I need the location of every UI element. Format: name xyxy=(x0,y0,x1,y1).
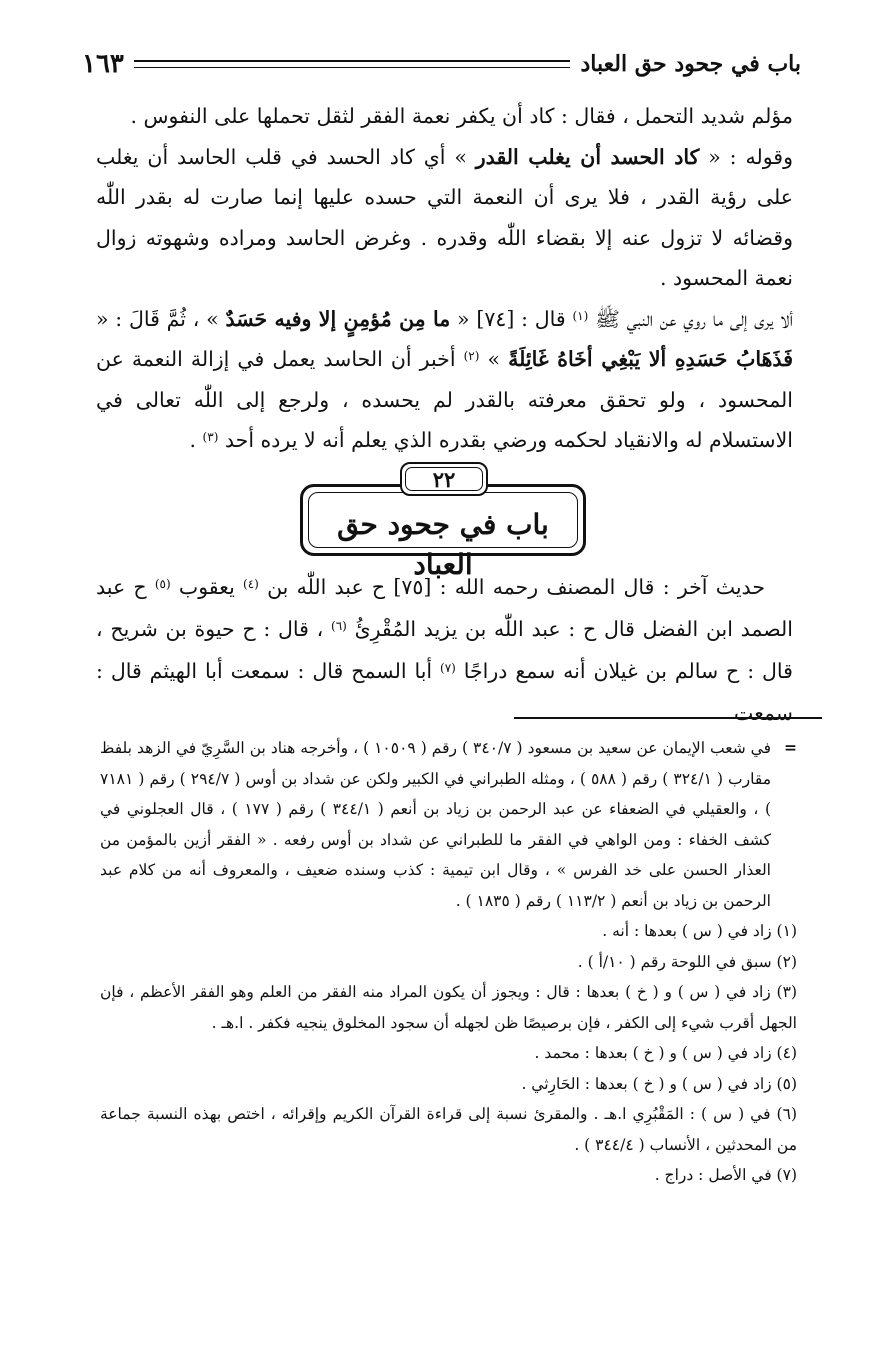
header-title: باب في جحود حق العباد xyxy=(580,51,801,77)
hadith-quote-2: فَذَهَابُ حَسَدِهِ ألا يَبْغِي أخَاهُ غَائِلَةً xyxy=(508,347,793,371)
chapter-title: باب في جحود حق العباد xyxy=(337,508,549,581)
footnote-3: (٣) زاد في ( س ) و ( خ ) بعدها : قال : ويجوز أن يكون المراد منه الفقر من العلم وهو الفقر الأعظم ، فإن الجهل أقرب شيء إلى الكفر ، فإن برصيصًا ظن لجهله أن سجود المخلوق ينجيه فكفر . ا.هـ . xyxy=(100,983,797,1032)
footnote-ref-4[interactable]: (٤) xyxy=(243,577,259,591)
footnote-1: (١) زاد في ( س ) بعدها : أنه . xyxy=(602,922,797,940)
footnote-ref-7[interactable]: (٧) xyxy=(440,661,456,675)
hadith-c: ح عبد الصمد ابن الفضل قال ح : عبد اللّٰه بن يزيد المُقْرِئُ xyxy=(96,575,793,641)
quote-hasad: كاد الحسد أن يغلب القدر xyxy=(475,144,700,169)
paragraph-3 xyxy=(96,299,793,461)
footnote-ref-5[interactable]: (٥) xyxy=(154,577,171,591)
hadith-quote-1: ما مِن مُؤمِنٍ إلا وفيه حَسَدٌ xyxy=(225,306,451,331)
footnote-7: (٧) في الأصل : دراج . xyxy=(654,1166,797,1184)
footnote-6: (٦) في ( س ) : المَقْبُرِي ا.هـ . والمقرئ نسبة إلى قراءة القرآن الكريم وإقرائه ، اختص بهذه النسبة جماعة من المحدثين ، الأنساب ( ٣٤٤/٤ ) . xyxy=(100,1105,797,1154)
paragraph-3-e: أخبر أن الحاسد يعمل في إزالة النعمة عن المحسود ، ولو تحقق معرفته بالقدر لم يحسده ، ولرجع إلى اللّٰه تعالى في الاستسلام له والانقياد لحكمه ورضي بقدره الذي يعلم أنه لا يرده أحد xyxy=(96,347,793,452)
footnote-2: (٢) سبق في اللوحة رقم ( ١٠/أ ) . xyxy=(577,952,797,971)
paragraph-3-b: قال : [٧٤] « xyxy=(457,306,573,331)
hadith-e: أبا السمح قال : سمعت أبا الهيثم قال : سمعت xyxy=(96,659,793,725)
footnote-ref-6[interactable]: (٦) xyxy=(331,619,347,633)
continuation-mark: = xyxy=(784,738,797,757)
footnote-4: (٤) زاد في ( س ) و ( خ ) بعدها : محمد . xyxy=(534,1044,797,1062)
paragraph-3-c: » ، ثُمَّ قَالَ : « xyxy=(96,306,219,331)
footnote-ref-2[interactable]: (٢) xyxy=(463,349,480,363)
paragraph-3-a: ألا يرى إلى ما روي عن النبي ﷺ xyxy=(595,306,793,331)
footnote-continuation xyxy=(100,733,797,916)
continuation-text: في شعب الإيمان عن سعيد بن مسعود ( ٣٤٠/٧ ) رقم ( ١٠٥٠٩ ) ، وأخرجه هناد بن السَّرِيّ في الزهد بلفظ مقارب ( ٣٢٤/١ ) رقم ( ٥٨٨ ) ، ومثله الطبراني في الكبير ولكن عن شداد بن أوس ( ٢٩٤/٧ ) رقم ( ٧١٨١ ) ، والعقيلي في الضعفاء عن عبد الرحمن بن زياد بن أنعم ( ٣٤٤/١ ) رقم ( ١٧٧ ) ، قال العجلوني في كشف الخفاء : ومن الواهي في الفقر ما للطبراني عن شداد بن أوس رفعه . « الفقر أزين بالمؤمن من العذار الحسن على خد الفرس » ، وقال ابن تيمية : كذب وسنده ضعيف ، والمعروف أنه من كلام عبد الرحمن بن زياد بن أنعم ( ١١٣/٢ ) رقم ( ١٨٣٥ ) . xyxy=(100,739,772,910)
paragraph-2 xyxy=(96,137,793,299)
main-text xyxy=(96,96,793,461)
chapter-number: ٢٢ xyxy=(400,462,488,496)
paragraph-3-d: » xyxy=(487,347,501,371)
hadith-b: يعقوب xyxy=(178,575,243,599)
footnote-5: (٥) زاد في ( س ) و ( خ ) بعدها : الحَارِثي . xyxy=(521,1074,797,1093)
paragraph-2-post: » أي كاد الحسد في قلب الحاسد أن يغلب على رؤية القدر ، فلا يرى أن النعمة التي حسده عليها إنما صارت له بقدر اللّٰه وقضائه لا تزول عنه إلا بقضاء اللّٰه وقدره . وغرض الحاسد ومراده وشهوته زوال نعمة المحسود . xyxy=(96,144,793,290)
paragraph-1: مؤلم شديد التحمل ، فقال : كاد أن يكفر نعمة الفقر لثقل تحملها على النفوس . xyxy=(130,104,793,128)
footnotes xyxy=(100,733,797,1191)
hadith-d: ، قال : ح حيوة بن شريح ، قال : ح سالم بن غيلان أنه سمع دراجًا xyxy=(96,617,793,683)
hadith-a: حديث آخر : قال المصنف رحمه الله : [٧٥] ح عبد اللّٰه بن xyxy=(267,575,765,599)
footnote-ref-3[interactable]: (٣) xyxy=(202,430,219,444)
footnote-separator xyxy=(514,717,822,719)
hadith-paragraph xyxy=(96,566,793,734)
footnote-ref-1[interactable]: (١) xyxy=(572,308,589,323)
chapter-banner xyxy=(300,462,584,581)
header-rule xyxy=(134,60,571,68)
hadith-text xyxy=(96,566,793,734)
running-header xyxy=(82,44,801,84)
page-number: ١٦٣ xyxy=(82,49,124,79)
paragraph-2-pre: وقوله : « xyxy=(708,144,793,169)
paragraph-3-f: . xyxy=(189,428,203,452)
